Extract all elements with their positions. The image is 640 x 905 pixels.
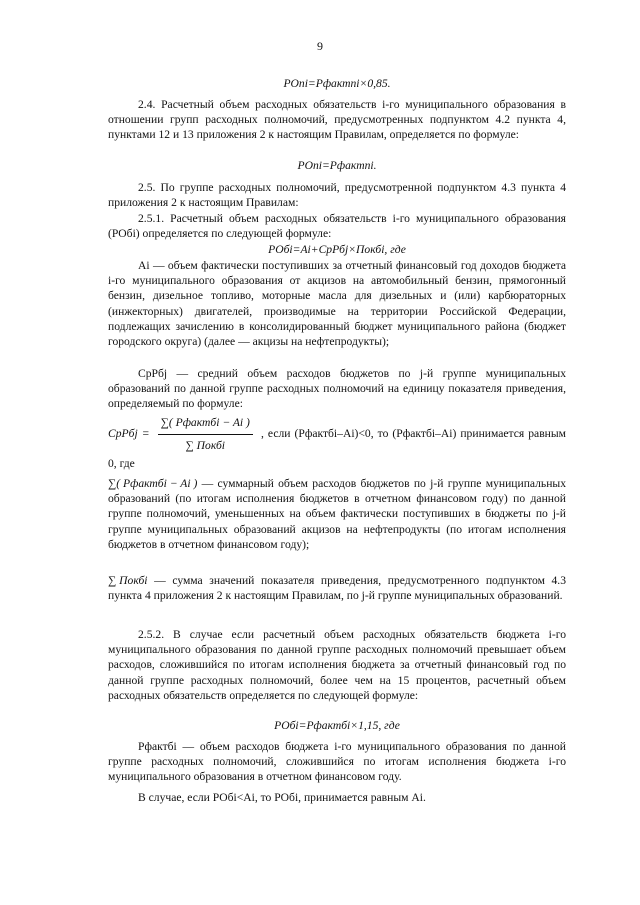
fraction <box>158 414 253 455</box>
definition-a: Ai — объем фактически поступивших за отчетный финансовый год доходов бюджета i-го муниципального образования от акцизов на автомобильный бензин, прямогонный бензин, дизельное топливо, моторные масла для дизельных и (или) карбюраторных (инжекторных) двигателей, производимые на территории Российской Федерации, подлежащих зачислению в консолидированный бюджет муниципального района (бюджет городского округа) (далее — акцизы на нефтепродукты); <box>108 259 566 349</box>
formula-4: POбi=Pфактбi×1,15, где <box>274 719 400 732</box>
paragraph-2-5-1: 2.5.1. Расчетный объем расходных обязательств i-го муниципального образования (POбi) определяется по следующей формуле: <box>108 212 566 241</box>
sum-pok-term: ∑ Покбi <box>108 574 148 587</box>
definition-sum-pok: ∑ Покбi — сумма значений показателя приведения, предусмотренного подпунктом 4.3 пункта 4 приложения 2 к настоящим Правилам, по j-й группе муниципальных образований. <box>108 574 566 603</box>
fraction-denominator: ∑ Покбi <box>185 439 226 452</box>
fraction-numerator: ∑( Pфактбi − Ai ) <box>158 414 253 435</box>
definition-sum-fact: ∑( Pфактбi − Ai ) — суммарный объем расходов бюджетов по j-й группе муниципальных образований (по итогам исполнения бюджетов в отчетном финансовом году) по данной группе полномочий, уменьшенных на объем фактически поступивших в бюджеты по j-й группе муниципальных образований акцизов на нефтепродукты (по итогам исполнения бюджетов в отчетном финансовом году); <box>108 477 567 551</box>
fraction-lhs: CpPбj = <box>108 427 150 441</box>
definition-cpp: CpPбj — средний объем расходов бюджетов по j-й группе муниципальных образований по данной группе расходных полномочий на единицу показателя приведения, определяемый по формуле: <box>108 367 566 411</box>
definition-pfakt: Pфактбi — объем расходов бюджета i-го муниципального образования по данной группе расходных полномочий, сложившийся по итогам исполнения бюджета i-го муниципального образования в отчетном финансовом году. <box>108 740 566 784</box>
fraction-condition: , если (Pфактбi–Ai)<0, то (Pфактбi–Ai) принимается равным 0, где <box>108 427 566 470</box>
formula-3: POбi=Ai+CpPбj×Покбi, где <box>268 243 406 256</box>
formula-2: POni=Pфактni. <box>297 159 377 172</box>
sum-fact-term: ∑( Pфактбi − Ai ) <box>108 477 198 490</box>
paragraph-2-5-2: 2.5.2. В случае если расчетный объем расходных обязательств бюджета i-го муниципального образования по данной группе расходных полномочий превышает объем расходов, сложившийся по итогам исполнения бюджета за отчетный финансовый год по данной группе расходных полномочий, более чем на 15 процентов, расчетный объем расходных обязательств определяется по следующей формуле: <box>108 628 566 702</box>
final-paragraph: В случае, если POбi<Ai, то POбi, принимается равным Ai. <box>138 791 426 804</box>
page-number: 9 <box>317 39 323 53</box>
fraction-formula <box>108 414 566 473</box>
paragraph-2-4: 2.4. Расчетный объем расходных обязательств i-го муниципального образования в отношении групп расходных полномочий, предусмотренных подпунктом 4.2 пункта 4, пунктами 12 и 13 приложения 2 к настоящим Правилам, определяется по формуле: <box>108 98 566 142</box>
formula-1: POni=Pфактni×0,85. <box>283 77 391 90</box>
paragraph-2-5: 2.5. По группе расходных полномочий, предусмотренной подпунктом 4.3 пункта 4 приложения 2 к настоящим Правилам: <box>108 181 566 210</box>
